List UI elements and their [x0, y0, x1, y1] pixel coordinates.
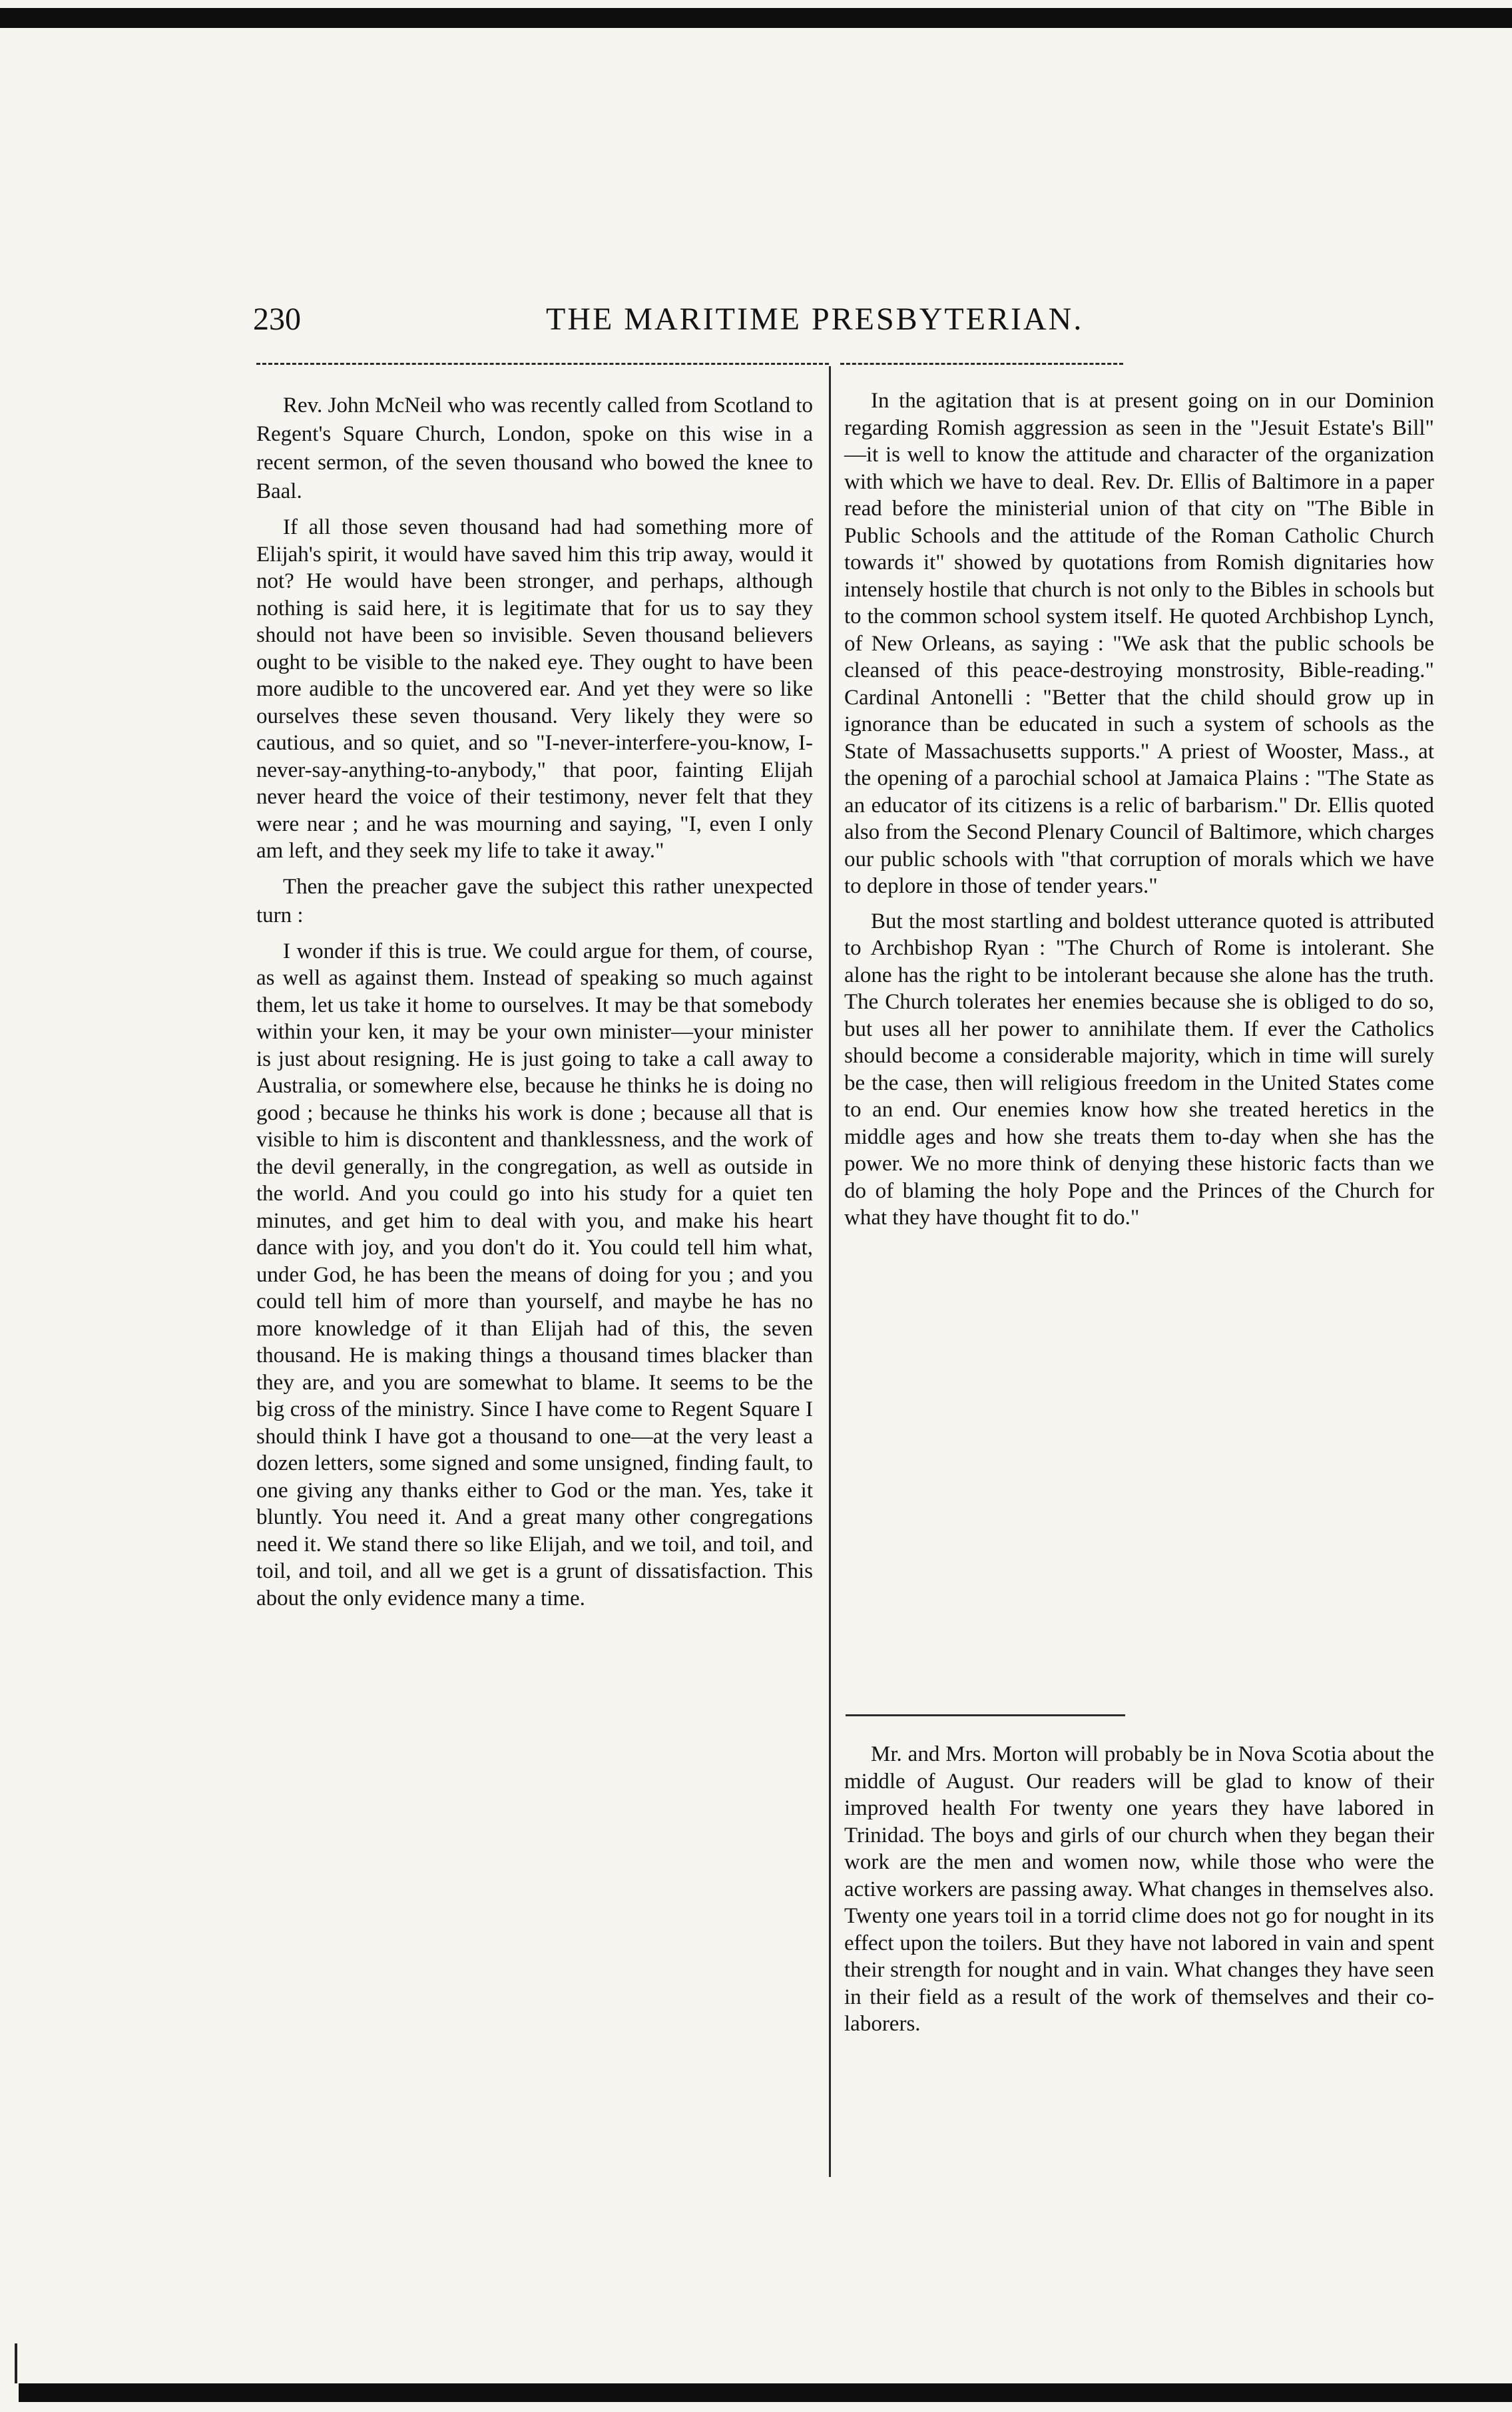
wonder-if-true-paragraph: I wonder if this is true. We could argue for them, of course, as well as against them. Instead of speaking so much against them, let us take it home to ourselves. It may be that somebody within your ken, it may be your own minister—your minister is just about resigning. He is just going to take a call away to Australia, or somewhere else, because he thinks he is doing no good ; because he thinks his work is done ; because all that is visible to him is discontent and thanklessness, and the work of the devil generally, in the congregation, as well as outside in the world. And you could go into his study for a quiet ten minutes, and get him to deal with you, and make his heart dance with joy, and you don't do it. You could tell him what, under God, he has been the means of doing for you ; and you could tell him of more than yourself, and maybe he has no more knowledge of it than Elijah had of this, the seven thousand. He is making things a thousand times blacker than they are, and you are somewhat to blame. It seems to be the big cross of the ministry. Since I have come to Regent Square I should think I have got a thousand to one—at the very least a dozen letters, some signed and some unsigned, finding fault, to one giving any thanks either to God or the man. Yes, take it bluntly. You need it. And a great many other congregations need it. We stand there so like Elijah, and we toil, and toil, and toil, and toil, and all we get is a grunt of dissatisfaction. This about the only evidence many a time. — [256, 939, 813, 1610]
left-column — [256, 391, 813, 1620]
column-divider — [829, 366, 831, 2177]
preacher-turn-paragraph: Then the preacher gave the subject this rather unexpected turn : — [256, 874, 813, 927]
left-edge-mark — [15, 2343, 17, 2383]
running-title: THE MARITIME PRESBYTERIAN. — [546, 302, 1084, 337]
page-number: 230 — [253, 302, 301, 337]
header-rule-left — [256, 363, 829, 365]
top-border-bar — [0, 8, 1512, 28]
section-separator-rule — [846, 1714, 1125, 1716]
bottom-border-bar — [19, 2383, 1512, 2402]
elijah-spirit-paragraph: If all those seven thousand had had something more of Elijah's spirit, it would have saved him this trip away, would it not? He would have been stronger, and perhaps, although nothing is said here, it is legitimate that for us to say they should not have been so invisible. Seven thousand believers ought to be visible to the naked eye. They ought to have been more audible to the uncovered ear. And yet they were so like ourselves these seven thousand. Very likely they were so cautious, and so quiet, and so "I-never-interfere-you-know, I-never-say-anything-to-anybody," that poor, fainting Elijah never heard the voice of their testimony, never felt that they were near ; and he was mourning and saying, "I, even I only am left, and they seek my life to take it away." — [256, 515, 813, 863]
archbishop-ryan-paragraph: But the most startling and boldest utterance quoted is attributed to Archbishop Ryan : "The Church of Rome is intolerant. She alone has the right to be intolerant because she alone has the truth. The Church tolerates her enemies because she is obliged to do so, but uses all her power to annihilate them. If ever the Catholics should become a considerable majority, which in time will surely be the case, then will religious freedom in the United States come to an end. Our enemies know how she treated heretics in the middle ages and how she treats them to-day when she has the power. We no more think of denying these historic facts than we do of blaming the holy Pope and the Princes of the Church for what they have thought fit to do." — [844, 909, 1434, 1230]
morton-section — [844, 1741, 1434, 2046]
right-column — [844, 387, 1434, 1240]
romish-aggression-paragraph: In the agitation that is at present going on in our Dominion regarding Romish aggression as seen in the "Jesuit Estate's Bill" —it is well to know the attitude and character of the organization with which we have to deal. Rev. Dr. Ellis of Baltimore in a paper read before the ministerial union of that city on "The Bible in Public Schools and the attitude of the Roman Catholic Church towards it" showed by quotations from Romish dignitaries how intensely hostile that church is not only to the Bibles in schools but to the common school system itself. He quoted Archbishop Lynch, of New Orleans, as saying : "We ask that the public schools be cleansed of this peace-destroying monstrosity, Bible-reading." Cardinal Antonelli : "Better that the child should grow up in ignorance than be educated in such a system of schools as the State of Massachusetts supports." A priest of Wooster, Mass., at the opening of a parochial school at Jamaica Plains : "The State as an educator of its citizens is a relic of barbarism." Dr. Ellis quoted also from the Second Plenary Council of Baltimore, which charges our public schools with "that corruption of morals which we have to deplore in those of tender years." — [844, 389, 1434, 898]
header-rule-right — [840, 363, 1123, 365]
morton-paragraph: Mr. and Mrs. Morton will probably be in Nova Scotia about the middle of August. Our readers will be glad to know of their improved health For twenty one years they have labored in Trinidad. The boys and girls of our church when they began their work are the men and women now, while those who were the active workers are passing away. What changes in themselves also. Twenty one years toil in a torrid clime does not go for nought in its effect upon the toilers. But they have not labored in vain and spent their strength for nought and in vain. What changes they have seen in their field as a result of the work of themselves and their co-laborers. — [844, 1742, 1434, 2036]
mcneil-intro-paragraph: Rev. John McNeil who was recently called from Scotland to Regent's Square Church, London, spoke on this wise in a recent sermon, of the seven thousand who bowed the knee to Baal. — [256, 393, 813, 503]
page-header — [253, 293, 1119, 346]
